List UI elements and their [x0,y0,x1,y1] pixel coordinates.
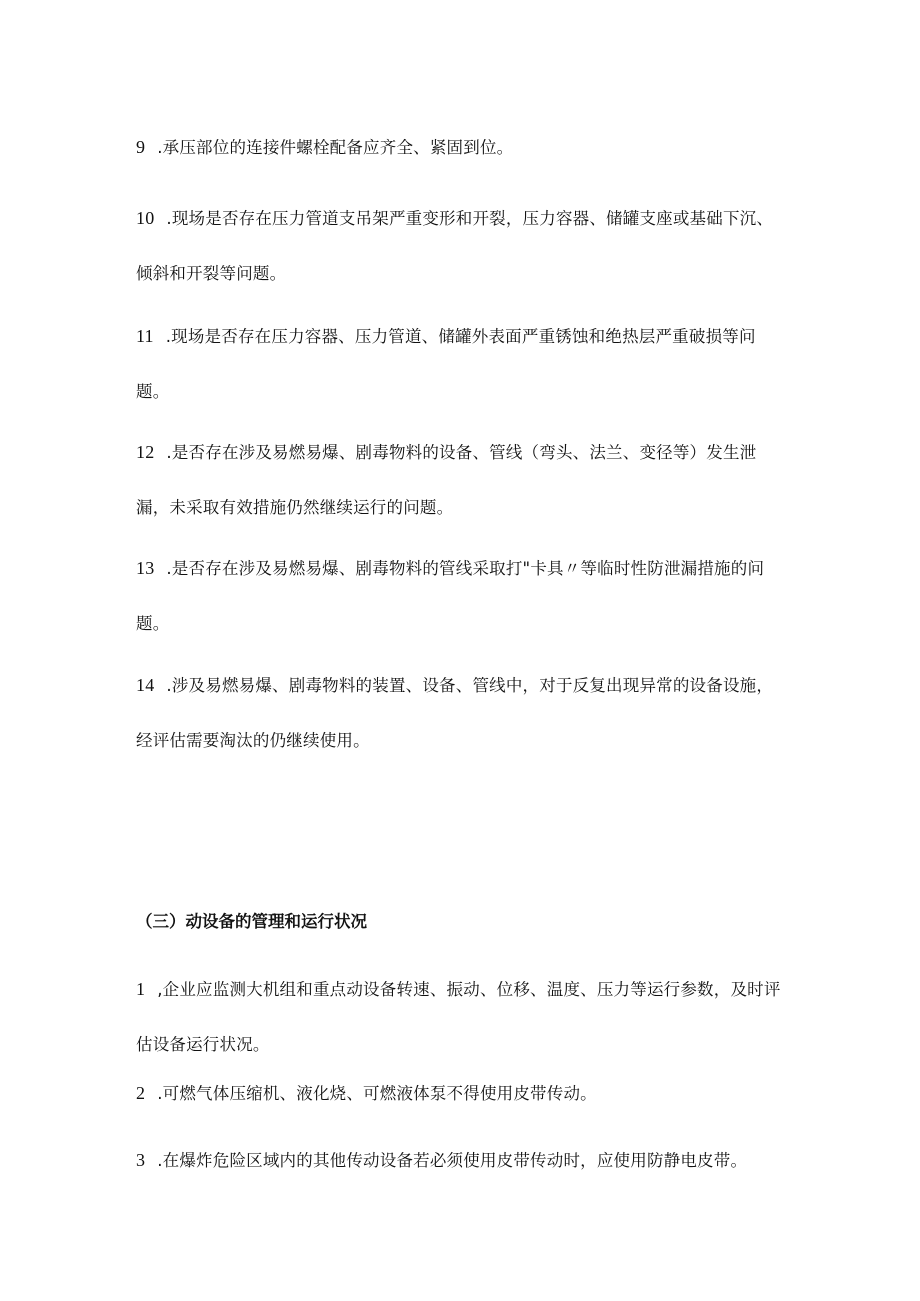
list-item [136,191,786,301]
list-item [136,1066,786,1121]
list-item [136,425,786,535]
item-text: .承压部位的连接件螺栓配备应齐全、紧固到位。 [157,138,514,157]
item-text: .在爆炸危险区域内的其他传动设备若必须使用皮带传动时，应使用防静电皮带。 [157,1151,748,1170]
item-number: 12 [136,442,155,462]
item-text: ,企业应监测大机组和重点动设备转速、振动、位移、温度、压力等运行参数，及时评估设备运行状况。 [136,980,781,1054]
item-number: 14 [136,675,155,695]
item-number: 13 [136,558,155,578]
item-number: 9 [136,137,146,157]
item-text: .涉及易燃易爆、剧毒物料的装置、设备、管线中，对于反复出现异常的设备设施，经评估需要淘汰的仍继续使用。 [136,676,774,750]
list-item [136,120,786,175]
item-number: 10 [136,208,155,228]
item-text: .现场是否存在压力容器、压力管道、储罐外表面严重锈蚀和绝热层严重破损等问题。 [136,327,756,401]
list-item [136,309,786,419]
item-number: 2 [136,1083,146,1103]
list-item [136,658,786,768]
item-text: .是否存在涉及易燃易爆、剧毒物料的设备、管线（弯头、法兰、变径等）发生泄漏，未采取有效措施仍然继续运行的问题。 [136,443,757,517]
item-text: .是否存在涉及易燃易爆、剧毒物料的管线采取打"卡具〃等临时性防泄漏措施的问题。 [136,559,765,633]
list-item [136,1133,786,1188]
item-text: .现场是否存在压力管道支吊架严重变形和开裂，压力容器、储罐支座或基础下沉、倾斜和开裂等问题。 [136,209,774,283]
item-number: 3 [136,1150,146,1170]
item-number: 11 [136,326,154,346]
list-item [136,541,786,651]
section-heading: （三）动设备的管理和运行状况 [136,912,367,931]
list-item [136,962,786,1072]
item-text: .可燃气体压缩机、液化烧、可燃液体泵不得使用皮带传动。 [157,1084,597,1103]
item-number: 1 [136,979,146,999]
